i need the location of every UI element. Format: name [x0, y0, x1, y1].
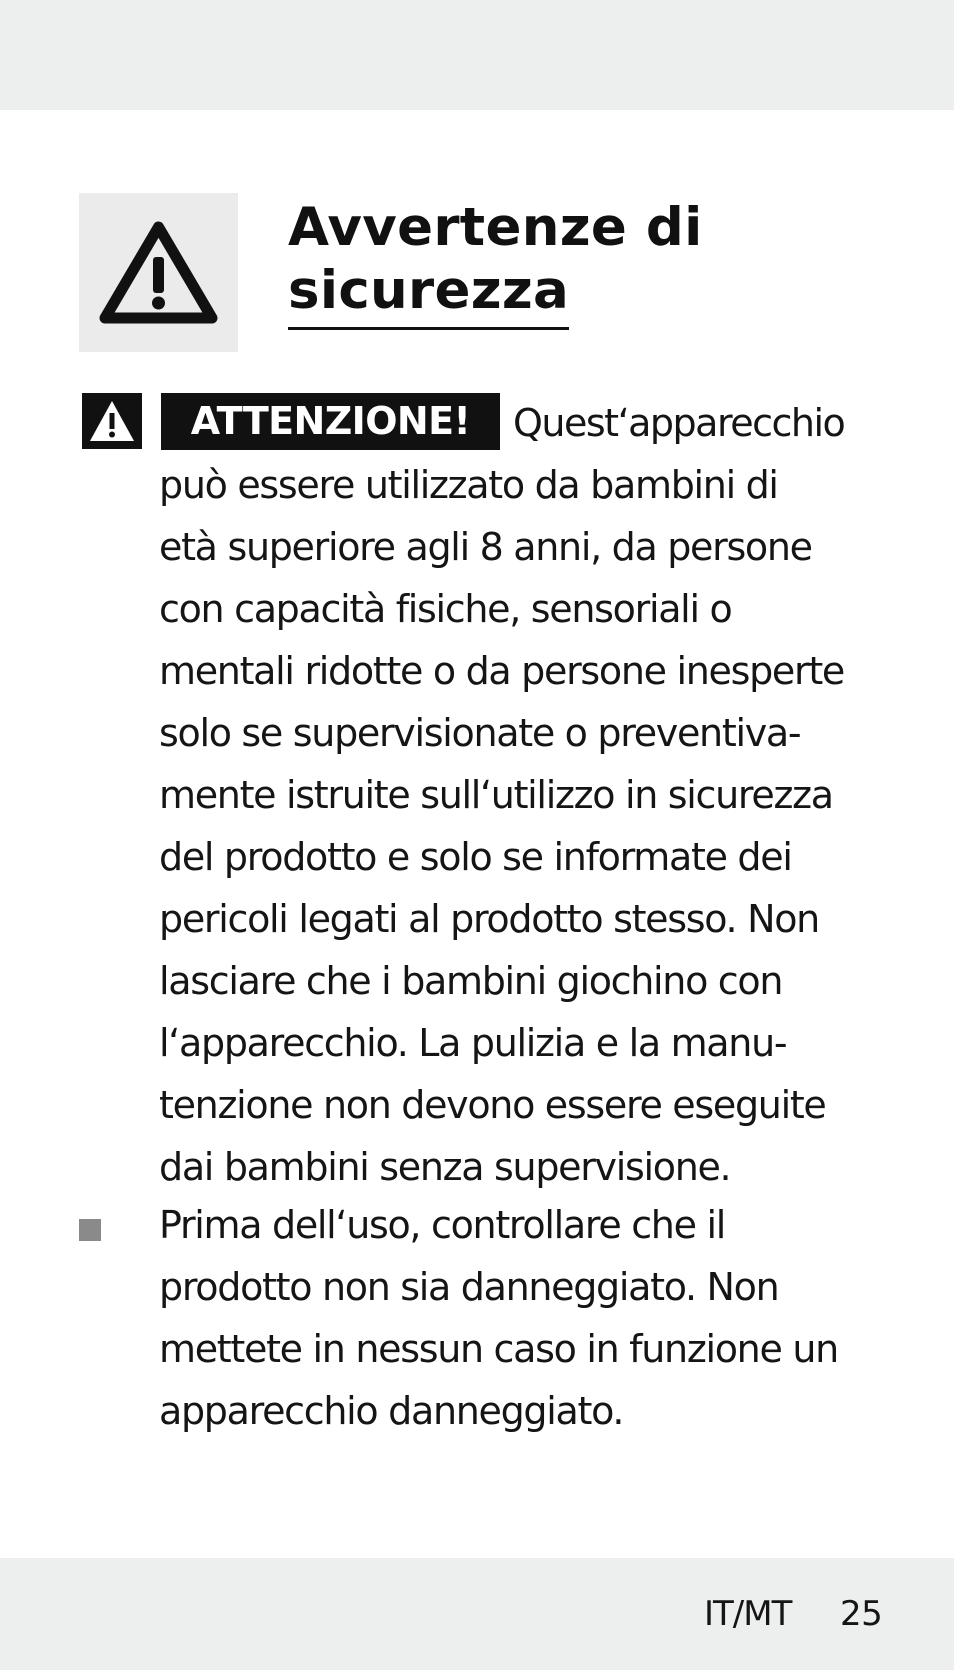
warning-line: età superiore agli 8 anni, da persone: [159, 525, 812, 569]
page-footer-band: [0, 1558, 954, 1670]
page-title-line-1: Avvertenze di: [288, 197, 703, 258]
bullet-paragraph: [159, 1194, 879, 1442]
bullet-line: mettete in nessun caso in funzione un: [159, 1327, 838, 1371]
warning-paragraph: [159, 392, 879, 1198]
warning-line: tenzione non devono essere eseguite: [159, 1083, 826, 1127]
page-title-line-2: sicurezza: [288, 259, 569, 330]
warning-triangle-icon: [98, 219, 219, 325]
bullet-line: Prima dell‘uso, controllare che il: [159, 1203, 725, 1247]
bullet-square-icon: [79, 1219, 101, 1241]
warning-line: pericoli legati al prodotto stesso. Non: [159, 897, 819, 941]
heading-warning-box: [79, 193, 238, 352]
page-top-band: [0, 0, 954, 110]
bullet-line: prodotto non sia danneggiato. Non: [159, 1265, 779, 1309]
attention-label: ATTENZIONE!: [161, 393, 500, 450]
warning-line: l‘apparecchio. La pulizia e la manu-: [159, 1021, 787, 1065]
warning-line-0: [159, 392, 879, 454]
warning-triangle-icon: [82, 393, 142, 449]
footer-page-number: 25: [840, 1594, 883, 1634]
warning-line: dai bambini senza supervisione.: [159, 1145, 731, 1189]
warning-line: può essere utilizzato da bambini di: [159, 463, 778, 507]
page-title: [288, 196, 703, 330]
warning-line: mente istruite sull‘utilizzo in sicurezza: [159, 773, 833, 817]
warning-line: del prodotto e solo se informate dei: [159, 835, 792, 879]
footer-language-code: IT/MT: [704, 1594, 792, 1634]
warning-line: solo se supervisionate o preventiva-: [159, 711, 801, 755]
warning-line: con capacità fisiche, sensoriali o: [159, 587, 732, 631]
warning-line: mentali ridotte o da persone inesperte: [159, 649, 845, 693]
warning-line: lasciare che i bambini giochino con: [159, 959, 783, 1003]
bullet-line: apparecchio danneggiato.: [159, 1389, 624, 1433]
warning-first-line-text: Quest‘apparecchio: [513, 401, 845, 445]
